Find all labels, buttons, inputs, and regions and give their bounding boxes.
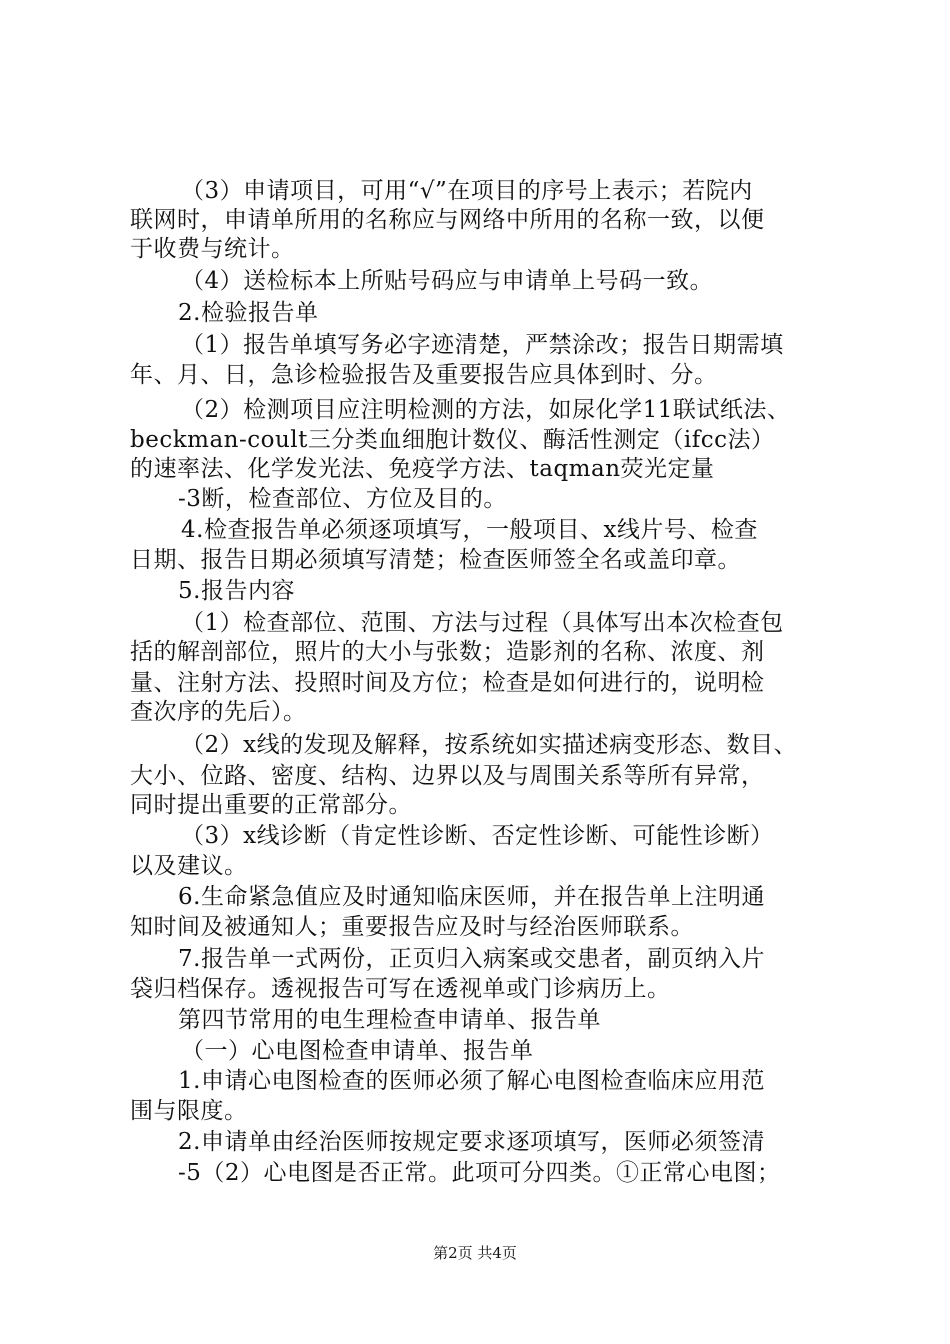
page-number-footer: 第2页 共4页 [433,1244,517,1262]
text-line: 年、月、日，急诊检验报告及重要报告应具体到时、分。 [130,362,718,388]
section-heading: 2.检验报告单 [178,300,319,326]
text-line: （2）检测项目应注明检测的方法，如尿化学11联试纸法、 [181,397,791,423]
text-line: 以及建议。 [130,853,248,879]
text-line: 查次序的先后）。 [130,699,307,725]
text-line: 于收费与统计。 [130,236,295,262]
text-line: 知时间及被通知人；重要报告应及时与经治医师联系。 [130,914,694,940]
text-line: 日期、报告日期必须填写清楚；检查医师签全名或盖印章。 [130,547,741,573]
text-line: 大小、位路、密度、结构、边界以及与周围关系等所有异常， [130,763,765,789]
text-line: 7.报告单一式两份，正页归入病案或交患者，副页纳入片 [178,946,765,972]
text-line: （4）送检标本上所贴号码应与申请单上号码一致。 [181,268,714,294]
text-line: （1）检查部位、范围、方法与过程（具体写出本次检查包 [181,610,784,636]
text-line: 围与限度。 [130,1098,248,1124]
text-line: 4.检查报告单必须逐项填写，一般项目、x线片号、检查 [181,517,758,543]
section-heading: 第四节常用的电生理检查申请单、报告单 [178,1007,601,1033]
text-line: （1）报告单填写务必字迹清楚，严禁涂改；报告日期需填 [181,332,784,358]
text-line: 括的解剖部位，照片的大小与张数；造影剂的名称、浓度、剂 [130,639,765,665]
text-line: （2）x线的发现及解释，按系统如实描述病变形态、数目、 [181,732,798,758]
text-line: -5（2）心电图是否正常。此项可分四类。①正常心电图； [178,1160,781,1186]
text-line: 袋归档保存。透视报告可写在透视单或门诊病历上。 [130,976,671,1002]
text-line: 2.申请单由经治医师按规定要求逐项填写，医师必须签清 [178,1129,765,1155]
text-line: （3）申请项目，可用“√”在项目的序号上表示；若院内 [181,178,753,204]
text-line: 的速率法、化学发光法、免疫学方法、taqman荧光定量 [130,456,715,482]
text-line: 联网时，申请单所用的名称应与网络中所用的名称一致，以便 [130,207,765,233]
text-line: beckman-coult三分类血细胞计数仪、酶活性测定（ifcc法） [130,427,775,453]
text-line: 1.申请心电图检查的医师必须了解心电图检查临床应用范 [178,1068,765,1094]
text-line: -3断，检查部位、方位及目的。 [178,486,507,512]
section-heading: （一）心电图检查申请单、报告单 [181,1038,534,1064]
text-line: 同时提出重要的正常部分。 [130,792,412,818]
section-heading: 5.报告内容 [178,578,295,604]
text-line: 量、注射方法、投照时间及方位；检查是如何进行的，说明检 [130,670,765,696]
text-line: 6.生命紧急值应及时通知临床医师，并在报告单上注明通 [178,884,765,910]
text-line: （3）x线诊断（肯定性诊断、否定性诊断、可能性诊断） [181,823,774,849]
